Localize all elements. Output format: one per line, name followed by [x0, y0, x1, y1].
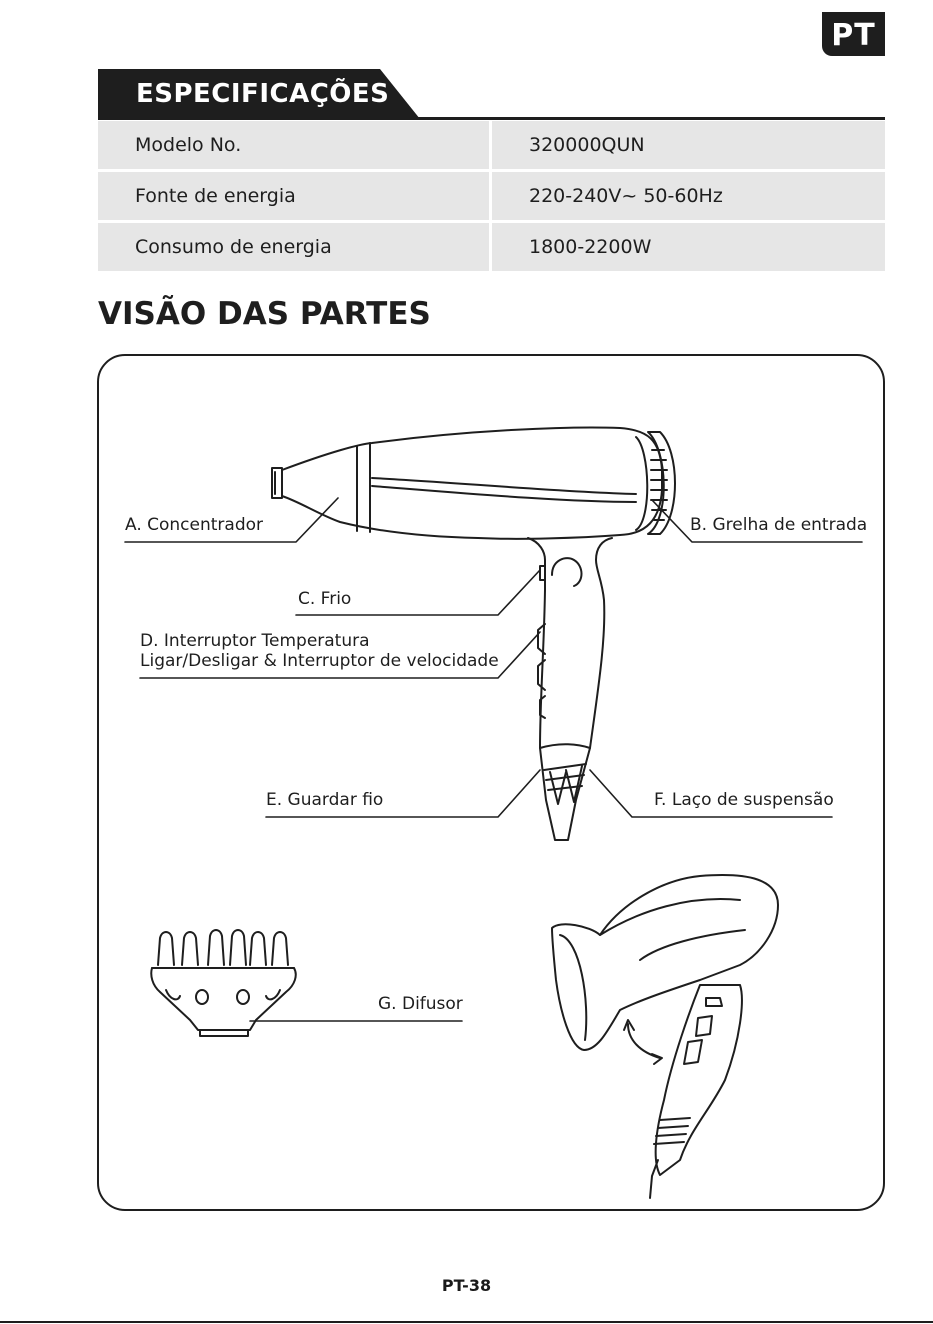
- page-number: PT-38: [441, 1276, 492, 1295]
- callout-leaders: [125, 498, 862, 1021]
- language-badge: PT: [822, 12, 885, 56]
- callout-diffuser: G. Difusor: [378, 994, 463, 1014]
- parts-title: VISÃO DAS PARTES: [98, 296, 431, 332]
- spec-value: 320000QUN: [492, 121, 885, 169]
- callout-switches-line1: D. Interruptor Temperatura: [140, 631, 370, 651]
- callout-switches-line2: Ligar/Desligar & Interruptor de velocidade: [140, 651, 499, 671]
- callout-intake-grill: B. Grelha de entrada: [690, 515, 868, 535]
- callout-hanging-loop: F. Laço de suspensão: [654, 790, 834, 810]
- specs-title: ESPECIFICAÇÕES: [136, 79, 390, 109]
- callout-concentrator: A. Concentrador: [125, 515, 264, 535]
- spec-value: 220-240V~ 50-60Hz: [492, 172, 885, 220]
- spec-label: Fonte de energia: [98, 172, 489, 220]
- callout-cool: C. Frio: [298, 589, 352, 609]
- bottom-rule: [0, 1321, 933, 1323]
- diffuser-illustration: [151, 930, 295, 1036]
- callout-cord-storage: E. Guardar fio: [266, 790, 384, 810]
- spec-label: Modelo No.: [98, 121, 489, 169]
- spec-value: 1800-2200W: [492, 223, 885, 271]
- spec-label: Consumo de energia: [98, 223, 489, 271]
- folded-dryer-illustration: [552, 875, 778, 1198]
